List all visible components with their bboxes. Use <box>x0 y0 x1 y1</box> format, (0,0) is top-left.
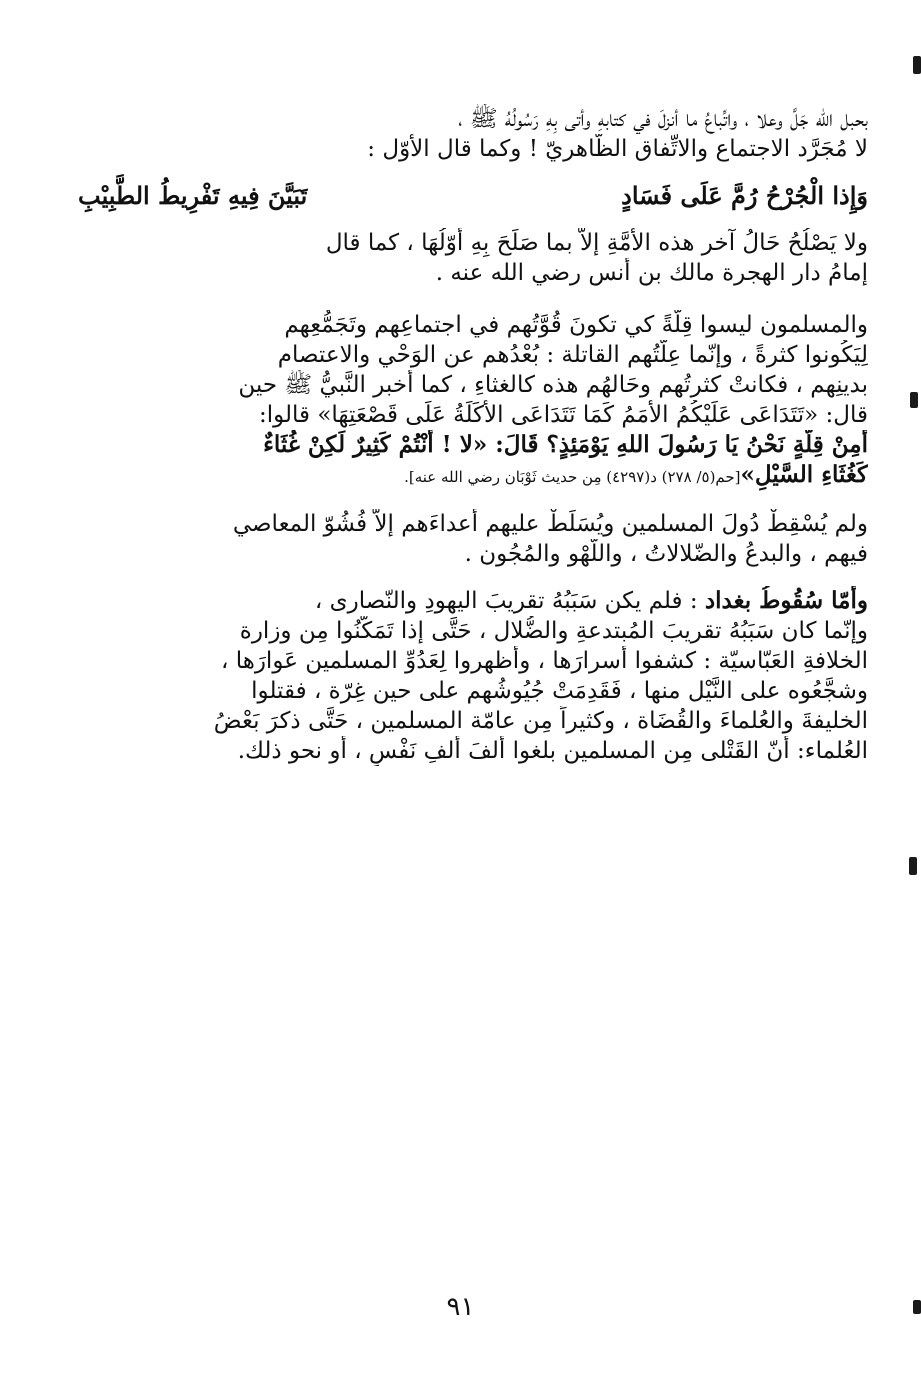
text-line: والمسلمون ليسوا قِلَّةً كي تكونَ قُوَّتُهم في اجتماعِهم وتَجَمُّعِهم <box>284 312 868 338</box>
paragraph-4 <box>78 509 868 569</box>
hadith-end: كَغُثَاءِ السَّيْلِ» <box>740 461 868 488</box>
text-span: : فلم يكن سَبَبُهُ تقريبَ اليهودِ والنّصارى ، <box>314 588 705 614</box>
hadith-citation-line <box>78 460 868 492</box>
verse-second-hemistich: تَبَيَّنَ فِيهِ تَفْرِيطُ الطَّبِيْبِ <box>78 181 308 210</box>
verse-first-hemistich: وَإِذا الْجُرْحُ رُمَّ عَلَى فَسَادٍ <box>621 181 868 210</box>
baghdad-heading: وأمّا سُقُوطُ بغداد <box>704 587 868 614</box>
text-line: الخلافةِ العَبّاسيّة : كشفوا أسرارَها ، وأظهروا لِعَدُوِّ المسلمين عَوارَها ، <box>220 648 868 674</box>
text-line: ولم يُسْقِطْ دُولَ المسلمين ويُسَلِّطْ عليهم أعداءَهم إلاّ فُشُوّ المعاصي <box>232 511 868 537</box>
edge-mark <box>913 1300 921 1314</box>
text-line: وشجَّعُوه على النَّيْل منها ، فَقَدِمَتْ جُيُوشُهم على حين غِرّة ، فقتلوا <box>251 678 868 704</box>
text-line: العُلماء: أنّ القَتْلى مِن المسلمين بلغوا ألفَ ألفِ نَفْسٍ ، أو نحو ذلك. <box>237 738 868 764</box>
text-line: الخليفةَ والعُلماءَ والقُضَاة ، وكثيراً مِن عامّة المسلمين ، حَتَّى ذكرَ بَعْضُ <box>213 708 868 734</box>
text-line: وإنّما كان سَبَبُهُ تقريبَ المُبتدعةِ والضُّلال ، حَتَّى إذا تَمَكَّنُوا مِن وزارة <box>239 618 868 644</box>
paragraph-1 <box>78 104 868 164</box>
text-line: لا مُجَرَّد الاجتماع والاتِّفاق الظّاهريّ ! وكما قال الأوّل : <box>367 136 868 162</box>
edge-mark <box>910 392 918 408</box>
text-line: قال: «تَتَدَاعَى عَلَيْكُمُ الأُمَمُ كَمَا تَتَدَاعَى الأَكَلَةُ عَلَى قَصْعَتِهَا» قالوا: <box>258 402 868 428</box>
poetry-verse <box>78 181 868 211</box>
text-line <box>78 586 868 616</box>
hadith-reference: [حم(٥/ ٢٧٨) د(٤٢٩٧) مِن حديث ثَوْبَان رضي الله عنه]. <box>404 468 741 486</box>
paragraph-3 <box>78 310 868 492</box>
text-line: لِيَكُونوا كثرةً ، وإنّما عِلَّتُهم القاتلة : بُعْدُهم عن الوَحْي والاعتصام <box>277 342 868 368</box>
edge-mark <box>909 857 917 875</box>
text-line: ولا يَصْلُحُ حَالُ آخر هذه الأُمَّةِ إلاّ بما صَلَحَ بِهِ أوّلُهَا ، كما قال <box>325 230 868 256</box>
edge-mark <box>913 56 921 74</box>
paragraph-2 <box>78 228 868 288</box>
text-line: بدينِهم ، فكانتْ كثرتُهم وحَالهُم هذه كالغثاءِ ، كما أخبر النَّبيُّ ﷺ حين <box>238 372 868 398</box>
hadith-line: أَمِنْ قِلَّةٍ نَحْنُ يَا رَسُولَ اللهِ يَوْمَئِذٍ؟ قَالَ: «لا ! أَنْتُمْ كَثِيرٌ لَكِنْ غُثَاءٌ <box>263 431 868 458</box>
text-line: فيهم ، والبدعُ والضّلالاتُ ، واللَّهْو والمُجُون . <box>464 541 868 567</box>
paragraph-5 <box>78 586 868 766</box>
page-body <box>78 104 868 766</box>
page-number: ٩١ <box>446 1292 475 1322</box>
text-line: إمامُ دار الهجرة مالك بن أنس رضي الله عنه . <box>435 260 868 286</box>
text-line: بحبل الله جَلَّ وعلا ، واتِّباعُ ما أنزلَ في كتابهِ وأتى بِهِ رَسُولُهُ ﷺ ، <box>458 106 868 132</box>
